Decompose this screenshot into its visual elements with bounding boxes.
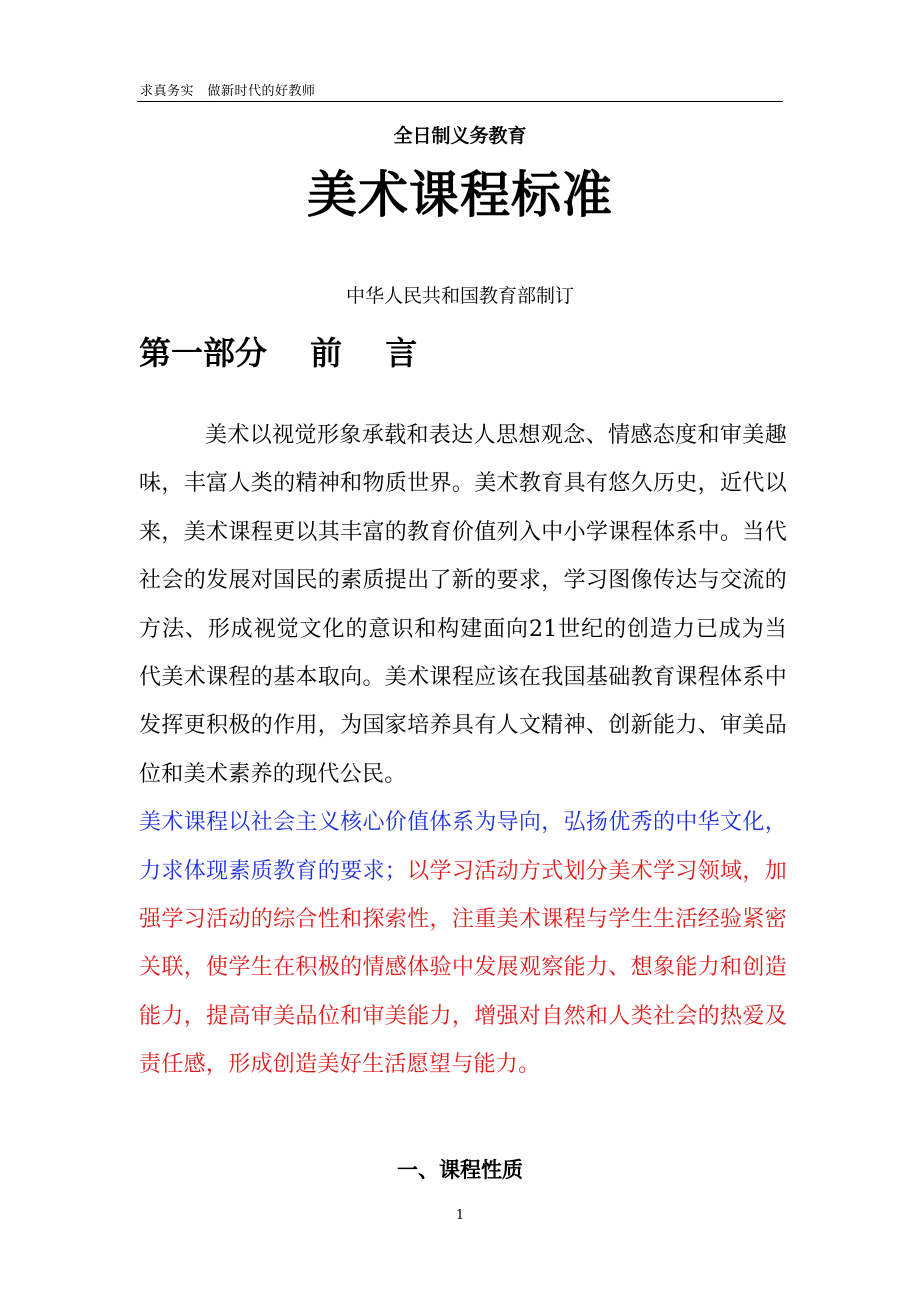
document-issuer: 中华人民共和国教育部制订 <box>345 285 574 307</box>
page-number: 1 <box>455 1208 465 1223</box>
paragraph-2 <box>139 799 787 1089</box>
header-divider <box>137 101 783 102</box>
paragraph-2-blue-text: 美术课程以社会主义核心价值体系为导向，弘扬优秀的中华文化，力求体现素质教育的要求； <box>139 810 787 884</box>
part-heading: 第一部分 前 言 <box>139 334 418 372</box>
running-header: 求真务实 做新时代的好教师 <box>140 84 316 99</box>
document-title: 美术课程标准 <box>307 166 613 224</box>
paragraph-1: 美术以视觉形象承载和表达人思想观念、情感态度和审美趣味，丰富人类的精神和物质世界。美术教育具有悠久历史，近代以来，美术课程更以其丰富的教育价值列入中小学课程体系中。当代社会的发展对国民的素质提出了新的要求，学习图像传达与交流的方法、形成视觉文化的意识和构建面向21世纪的创造力已成为当代美术课程的基本取向。美术课程应该在我国基础教育课程体系中发挥更积极的作用，为国家培养具有人文精神、创新能力、审美品位和美术素养的现代公民。 <box>139 423 787 787</box>
section-heading: 一、课程性质 <box>397 1158 523 1182</box>
body-text <box>139 412 787 1090</box>
document-subtitle: 全日制义务教育 <box>393 125 527 147</box>
paragraph-2-red-text: 以学习活动方式划分美术学习领域，加强学习活动的综合性和探索性，注重美术课程与学生生活经验紧密关联，使学生在积极的情感体验中发展观察能力、想象能力和创造能力，提高审美品位和审美能力，增强对自然和人类社会的热爱及责任感，形成创造美好生活愿望与能力。 <box>139 858 787 1078</box>
